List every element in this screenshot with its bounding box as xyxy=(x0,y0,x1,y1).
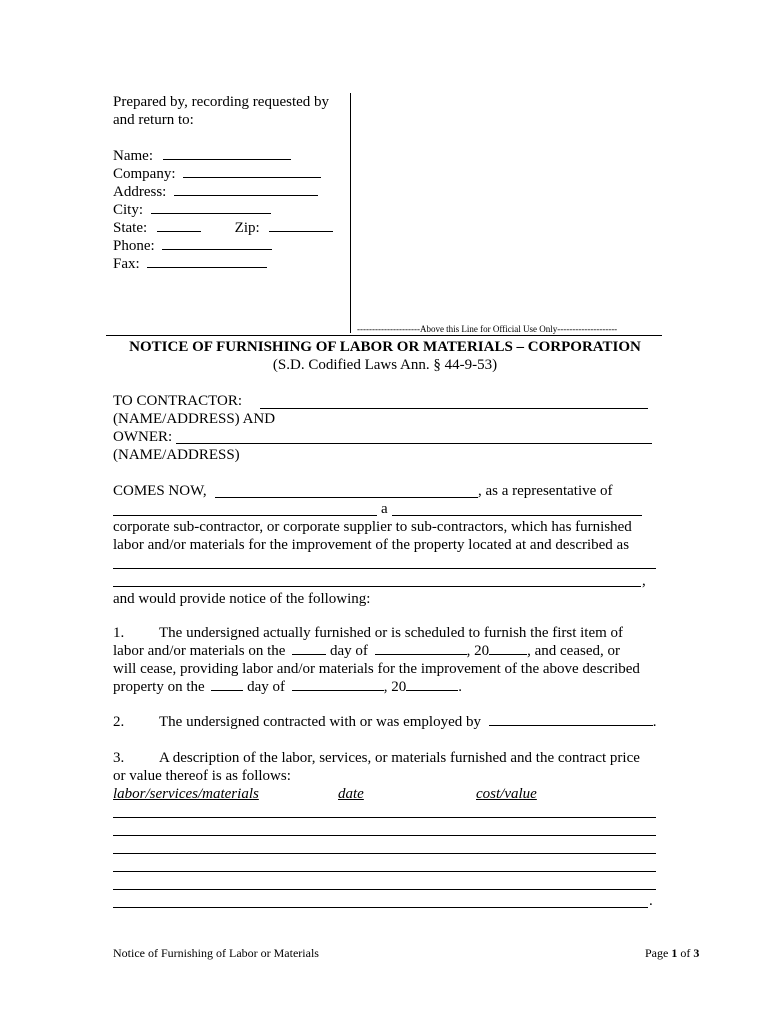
item2-line: The undersigned contracted with or was employed by xyxy=(159,714,481,730)
name-address-label: (NAME/ADDRESS) xyxy=(113,447,240,463)
zip-field[interactable] xyxy=(269,230,333,232)
fax-label: Fax: xyxy=(113,256,140,272)
phone-row xyxy=(113,238,272,255)
header-divider xyxy=(350,93,351,333)
item1-line4-text-b: day of xyxy=(247,679,286,695)
address-field[interactable] xyxy=(174,194,318,196)
state-label: State: xyxy=(113,220,148,236)
to-contractor-row xyxy=(113,393,242,410)
first-furnish-year-field[interactable] xyxy=(489,653,527,655)
a-text: a xyxy=(381,501,388,517)
owner-label: OWNER: xyxy=(113,429,173,445)
representative-text: , as a representative of xyxy=(478,483,613,499)
name-row xyxy=(113,148,291,165)
page-of: of xyxy=(680,946,691,960)
item1-line4 xyxy=(113,679,462,696)
column-header-labor: labor/services/materials xyxy=(113,786,259,802)
page-total: 3 xyxy=(693,946,700,960)
to-contractor-label: TO CONTRACTOR: xyxy=(113,393,243,409)
cease-day-field[interactable] xyxy=(211,689,243,691)
prepared-by-line1: Prepared by, recording requested by xyxy=(113,94,330,110)
description-line-3[interactable] xyxy=(113,853,656,854)
description-line-5[interactable] xyxy=(113,889,656,890)
comes-now-line3: corporate sub-contractor, or corporate supplier to sub-contractors, which has furnished xyxy=(113,519,632,535)
city-field[interactable] xyxy=(151,212,271,214)
city-row xyxy=(113,202,271,219)
address-row xyxy=(113,184,318,201)
item3-line1: A description of the labor, services, or materials furnished and the contract price xyxy=(159,750,640,766)
item1-line1: The undersigned actually furnished or is scheduled to furnish the first item of xyxy=(159,625,624,641)
column-header-cost: cost/value xyxy=(476,786,537,802)
property-description-field-1[interactable] xyxy=(113,568,656,569)
page-indicator xyxy=(645,946,699,961)
item1-line4-text-a: property on the xyxy=(113,679,205,695)
prepared-by-line2: and return to: xyxy=(113,112,194,128)
first-furnish-month-field[interactable] xyxy=(375,653,467,655)
item1-line2-text-a: labor and/or materials on the xyxy=(113,643,286,659)
official-use-rule xyxy=(106,335,662,336)
phone-label: Phone: xyxy=(113,238,155,254)
item2-number: 2. xyxy=(113,714,125,730)
comes-now-line4: labor and/or materials for the improvement of the property located at and described as xyxy=(113,537,630,553)
owner-field[interactable] xyxy=(176,443,652,444)
city-label: City: xyxy=(113,202,144,218)
property-description-field-2[interactable] xyxy=(113,586,641,587)
representative-name-field[interactable] xyxy=(215,497,478,498)
description-line-6[interactable] xyxy=(113,907,648,908)
corporation-name-field[interactable] xyxy=(113,515,377,516)
item1-line4-text-d: . xyxy=(458,679,463,695)
corporation-type-field[interactable] xyxy=(392,515,642,516)
description-end-period: . xyxy=(649,893,653,909)
footer-title: Notice of Furnishing of Labor or Materials xyxy=(113,946,319,960)
item1-line2-text-c: , 20 xyxy=(466,643,490,659)
state-field[interactable] xyxy=(157,230,201,232)
item2-text xyxy=(159,714,657,731)
cease-month-field[interactable] xyxy=(292,689,384,691)
employed-by-field[interactable] xyxy=(489,724,653,726)
item3-number: 3. xyxy=(113,750,125,766)
fax-field[interactable] xyxy=(147,266,267,268)
page-number: 1 xyxy=(671,946,678,960)
company-field[interactable] xyxy=(183,176,321,178)
item1-number: 1. xyxy=(113,625,125,641)
item2-period: . xyxy=(652,714,657,730)
property-comma: , xyxy=(642,573,646,589)
description-line-1[interactable] xyxy=(113,817,656,818)
name-address-and-label: (NAME/ADDRESS) AND xyxy=(113,411,276,427)
fax-row xyxy=(113,256,267,273)
state-zip-row xyxy=(113,220,333,237)
notice-intro: and would provide notice of the following: xyxy=(113,591,371,607)
description-line-2[interactable] xyxy=(113,835,656,836)
item1-line2 xyxy=(113,643,620,660)
item1-line4-text-c: , 20 xyxy=(383,679,407,695)
document-title: NOTICE OF FURNISHING OF LABOR OR MATERIALS – CORPORATION xyxy=(129,339,641,355)
item1-line2-text-d: , and ceased, or xyxy=(527,643,620,659)
zip-label: Zip: xyxy=(234,220,260,236)
document-subtitle: (S.D. Codified Laws Ann. § 44-9-53) xyxy=(272,357,498,373)
address-label: Address: xyxy=(113,184,167,200)
comes-now-label: COMES NOW, xyxy=(113,483,207,499)
contractor-field[interactable] xyxy=(260,408,648,409)
company-label: Company: xyxy=(113,166,176,182)
cease-year-field[interactable] xyxy=(406,689,458,691)
item3-line2: or value thereof is as follows: xyxy=(113,768,291,784)
company-row xyxy=(113,166,321,183)
item1-line3: will cease, providing labor and/or materials for the improvement of the above described xyxy=(113,661,640,677)
name-field[interactable] xyxy=(163,158,291,160)
page-prefix: Page xyxy=(645,946,669,960)
column-header-date: date xyxy=(338,786,364,802)
phone-field[interactable] xyxy=(162,248,272,250)
name-label: Name: xyxy=(113,148,153,164)
first-furnish-day-field[interactable] xyxy=(292,653,326,655)
description-line-4[interactable] xyxy=(113,871,656,872)
item1-line2-text-b: day of xyxy=(329,643,368,659)
official-use-note: ---------------------Above this Line for Official Use Only-------------------- xyxy=(357,324,618,334)
